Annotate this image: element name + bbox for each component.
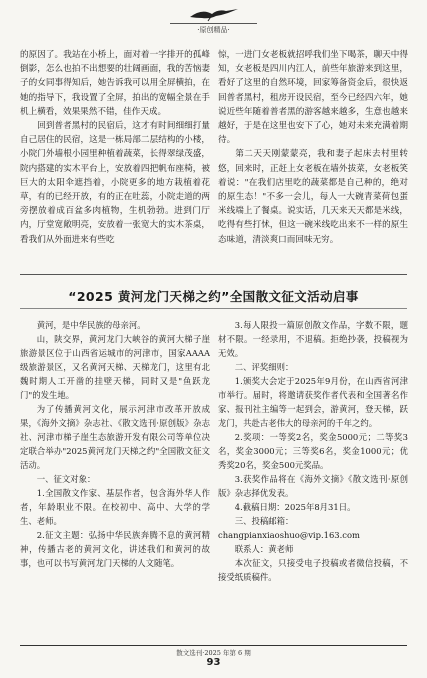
contact-person: 联系人：黄老师 bbox=[234, 544, 294, 554]
paragraph: 山，陕交界，黄河龙门大峡谷的黄河大梯子崖旅游景区位于山西省运城市的河津市，国家AAAA级旅游景区，又名黄河天梯、天梯龙门，这里有北魏时期人工开凿的挂壁天梯，同时又是"鱼跃龙门"的发生地。 bbox=[20, 334, 210, 400]
paragraph: 的原因了。我站在小桥上，面对着一字排开的孤峰倒影，怎么也拍不出想要的壮阔画面，我的苦恼妻子的女同事得知后，她告诉我可以用全屏横拍，在她的指导下，我设置了全屏，拍出的宽幅全景在手机上横看，效果果然不错，佳作天成。 bbox=[20, 50, 210, 117]
section-heading: 二、评奖细则： bbox=[234, 362, 294, 372]
paragraph: 3.每人限投一篇原创散文作品，字数不限，题材不限。一经录用，不退稿。拒绝抄袭，投稿视为无效。 bbox=[218, 320, 408, 358]
header-rule bbox=[170, 23, 257, 24]
paragraph: 为了传播黄河文化，展示河津市改革开放成果，《海外文摘》杂志社、《散文选刊·原创版》杂志社、河津市梯子崖生态旅游开发有限公司等单位决定联合举办"2025黄河龙门天梯之约"全国散文征文活动。 bbox=[20, 404, 210, 470]
title-underline bbox=[20, 308, 407, 309]
paragraph: 2.征文主题：弘扬中华民族奔腾不息的黄河精神，传播古老的黄河文化，讲述我们和黄河的故事，也可以书写黄河龙门天梯的人文随笔。 bbox=[20, 530, 210, 568]
paragraph: 4.截稿日期：2025年8月31日。 bbox=[234, 502, 356, 512]
section-heading: 三、投稿邮箱： bbox=[234, 516, 294, 526]
submission-email: changpianxiaoshuo@vip.163.com bbox=[218, 530, 360, 540]
essay-right-column bbox=[218, 48, 408, 266]
footer-rule bbox=[20, 645, 407, 646]
section-label: ·原创精品· bbox=[197, 26, 230, 34]
journal-info: 散文选刊·2025 年第 6 期 bbox=[176, 649, 251, 657]
paragraph: 2.奖项：一等奖2名，奖金5000元；二等奖3名，奖金3000元；三等奖6名，奖金1000元；优秀奖20名，奖金500元奖品。 bbox=[218, 432, 408, 470]
crane-logo-icon bbox=[188, 6, 240, 22]
paragraph: 3.获奖作品将在《海外文摘》《散文选刊·原创版》杂志择优发表。 bbox=[218, 474, 408, 498]
paragraph: 惊，一进门女老板就招呼我们坐下喝茶，聊天中得知，女老板是四川内江人，前些年旅游来到这里，看好了这里的自然环境，回家筹备资金后，很快返回普者黑村，租房开设民宿，至今已经四六年，她说近些年随着普者黑的游客越来越多，生意也越来越好，于是在这里也安下了心，她对未来充满着期待。 bbox=[218, 50, 408, 146]
article-title: “2025 黄河龙门天梯之约”全国散文征文活动启事 bbox=[68, 289, 359, 304]
section-divider bbox=[20, 274, 407, 275]
page-header bbox=[0, 2, 427, 42]
paragraph: 黄河，是中华民族的母亲河。 bbox=[36, 320, 146, 330]
page-number: 93 bbox=[206, 657, 221, 668]
paragraph: 1.颁奖大会定于2025年9月份，在山西省河津市举行。届时，将邀请获奖作者代表和全国著名作家、报刊社主编等一起到会，游黄河，登天梯，跃龙门，共赴古老伟大的母亲河的千年之约。 bbox=[218, 376, 408, 428]
notice-left-column bbox=[20, 318, 210, 633]
paragraph: 1.全国散文作家、基层作者，包含海外华人作者，年龄职业不限。在校初中、高中、大学的学生、老师。 bbox=[20, 488, 210, 526]
paragraph: 本次征文，只接受电子投稿或者微信投稿，不接受纸质稿件。 bbox=[218, 558, 408, 582]
notice-right-column bbox=[218, 318, 408, 633]
essay-left-column bbox=[20, 48, 210, 266]
paragraph: 第二天天刚蒙蒙亮，我和妻子起床去村里转悠，回来时，正赶上女老板在墙外拔菜，女老板笑着说："在我们店里吃的蔬菜都是自己种的，绝对的原生态！"不多一会儿，每人一大碗青菜荷包蛋米线端上了餐桌。说实话，几天来天天都是米线，吃得有些打怵，但这一碗米线吃出来不一样的原生态味道，清淡爽口而回味无穷。 bbox=[218, 149, 408, 245]
section-heading: 一、征文对象： bbox=[36, 474, 96, 484]
paragraph: 回到普者黑村的民宿后，这才有时间细细打量自己居住的民宿，这是一栋局部二层结构的小楼，小院门外墙根小园里种植着蔬菜，长得翠绿茂盛，院内搭建的实木平台上，安放着四把帆布座椅，被巨大的太阳伞遮挡着，小院更多的地方栽植着花草，有的已经开放，有的正在吐蕊，小院走道的两旁摆放着成百盆多肉植物，生机勃勃。进到门厅内，厅堂宽敞明亮，安放着一张宽大的实木茶桌，看我们从外面进来有些吃 bbox=[20, 121, 210, 245]
